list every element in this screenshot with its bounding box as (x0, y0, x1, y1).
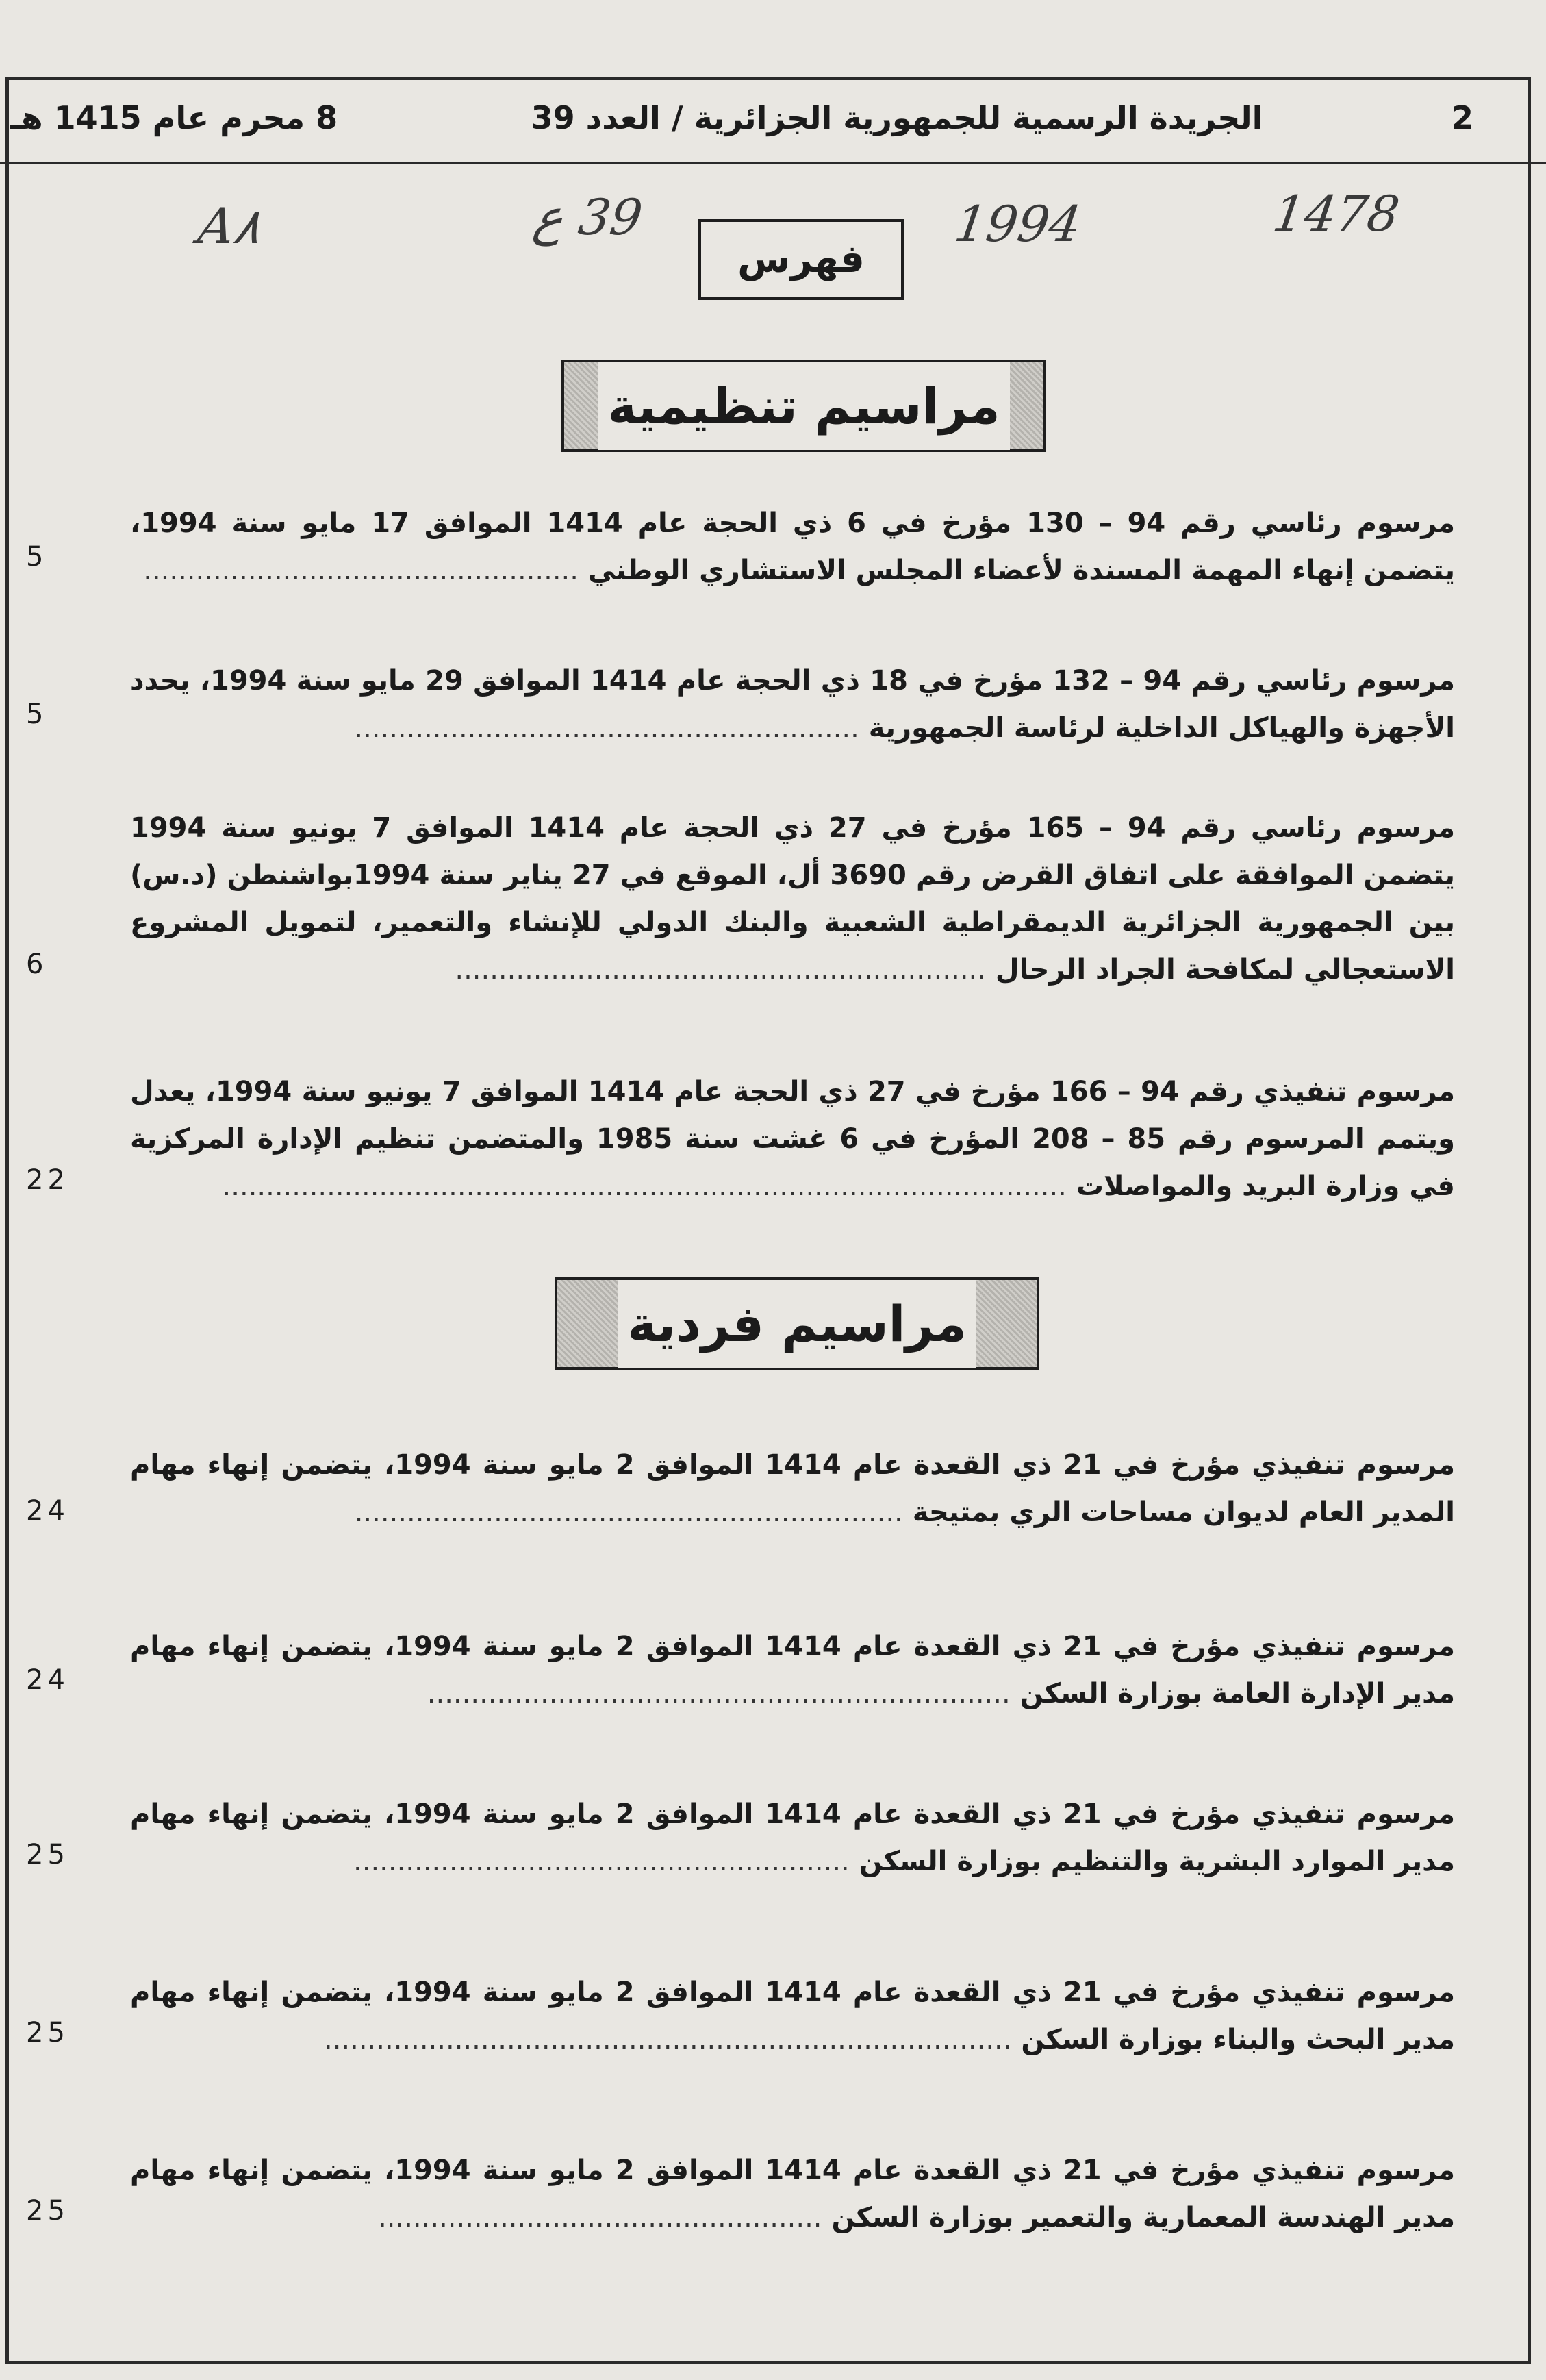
issue-date: 8 محرم عام 1415 هـ (10, 99, 338, 136)
entry-page: 25 (26, 1839, 69, 1870)
entry-text: مرسوم رئاسي رقم 94 – 165 مؤرخ في 27 ذي الحجة عام 1414 الموافق 7 يونيو سنة 1994 يتضمن الموافقة على اتفاق القرض رقم 3690 أل، الموقع في 27 يناير سنة 1994بواشنطن (د.س) بين الجمهورية الجزائرية الديمقراطية الشعبية والبنك الدولي للإنشاء والتعمير، لتمويل المشروع الاستعجالي لمكافحة الجراد الرحال (130, 812, 1456, 986)
entry-text: مرسوم تنفيذي مؤرخ في 21 ذي القعدة عام 1414 الموافق 2 مايو سنة 1994، يتضمن إنهاء مهام مدير الموارد البشرية والتنظيم بوزارة السكن (130, 1799, 1456, 1877)
entry-text: مرسوم تنفيذي مؤرخ في 21 ذي القعدة عام 1414 الموافق 2 مايو سنة 1994، يتضمن إنهاء مهام مدير الإدارة العامة بوزارة السكن (130, 1631, 1456, 1709)
page-number: 2 (1452, 99, 1474, 136)
handwritten-issue: 39 ع (530, 188, 646, 246)
index-heading: فهرس (698, 219, 904, 300)
entry-page: 24 (26, 1495, 69, 1527)
section-heading-individual: مراسيم فردية (555, 1277, 1039, 1370)
entry-page: 22 (26, 1164, 69, 1196)
handwritten-year: 1994 (951, 195, 1085, 253)
handwritten-note-left: A٨ (194, 197, 265, 255)
entry-page: 25 (26, 2195, 69, 2227)
entry-text: مرسوم رئاسي رقم 94 – 130 مؤرخ في 6 ذي الحجة عام 1414 الموافق 17 مايو سنة 1994، يتضمن إنهاء المهمة المسندة لأعضاء المجلس الاستشاري الوطني (130, 508, 1455, 586)
entry-page: 25 (26, 2017, 69, 2049)
entry-text: مرسوم تنفيذي مؤرخ في 21 ذي القعدة عام 1414 الموافق 2 مايو سنة 1994، يتضمن إنهاء مهام مدير الهندسة المعمارية والتعمير بوزارة السكن (130, 2155, 1456, 2233)
handwritten-number: 1478 (1269, 185, 1404, 242)
entry-page: 5 (26, 699, 48, 730)
gazette-title: الجريدة الرسمية للجمهورية الجزائرية / العدد 39 (531, 99, 1263, 136)
entry-text: مرسوم تنفيذي رقم 94 – 166 مؤرخ في 27 ذي الحجة عام 1414 الموافق 7 يونيو سنة 1994، يعدل ويتمم المرسوم رقم 85 – 208 المؤرخ في 6 غشت سنة 1985 والمتضمن تنظيم الإدارة المركزية في وزارة البريد والمواصلات (130, 1076, 1456, 1202)
section-heading-regulatory: مراسيم تنظيمية (561, 360, 1046, 452)
running-header (0, 79, 1546, 164)
entry-page: 5 (26, 541, 48, 573)
entry-text: مرسوم تنفيذي مؤرخ في 21 ذي القعدة عام 1414 الموافق 2 مايو سنة 1994، يتضمن إنهاء مهام المدير العام لديوان مساحات الري بمتيجة (130, 1449, 1456, 1528)
entry-text: مرسوم تنفيذي مؤرخ في 21 ذي القعدة عام 1414 الموافق 2 مايو سنة 1994، يتضمن إنهاء مهام مدير البحث والبناء بوزارة السكن (130, 1977, 1456, 2055)
entry-page: 24 (26, 1664, 69, 1696)
entry-text: مرسوم رئاسي رقم 94 – 132 مؤرخ في 18 ذي الحجة عام 1414 الموافق 29 مايو سنة 1994، يحدد الأجهزة والهياكل الداخلية لرئاسة الجمهورية (130, 665, 1455, 744)
entry-page: 6 (26, 949, 48, 980)
